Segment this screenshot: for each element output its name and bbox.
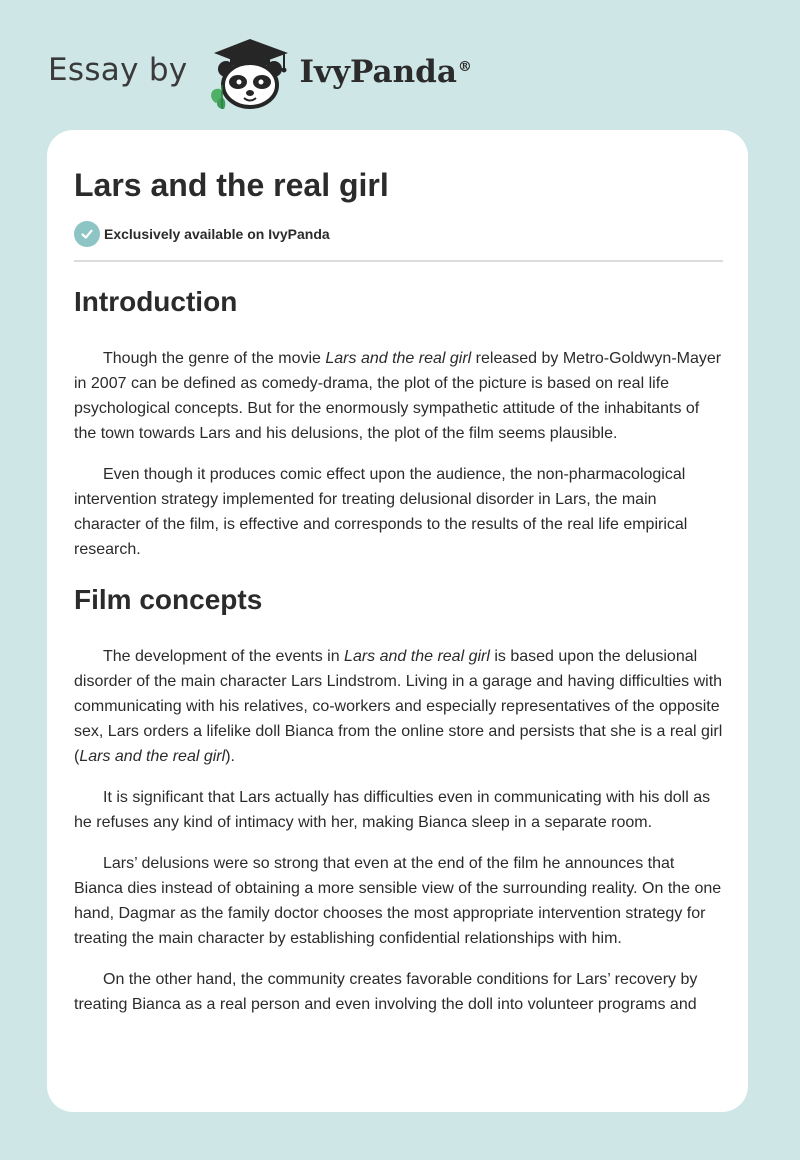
article-body [74,280,723,1033]
brand-name[interactable] [300,54,472,90]
brand-name-text: IvyPanda [299,54,457,90]
film-title: Lars and the real girl [79,748,226,765]
brand-prefix: Essay by [48,52,188,88]
site-header [48,38,472,108]
divider [74,260,723,262]
panda-logo-icon[interactable] [204,37,296,109]
paragraph-text: ). [225,748,235,765]
paragraph [74,346,723,446]
registered-mark: ® [457,58,472,75]
paragraph: Lars’ delusions were so strong that even at the end of the film he announces that Bianca dies instead of obtaining a more sensible view of the surrounding reality. On the one hand, Dagmar as the family doctor chooses the most appropriate intervention strategy for treating the main character by establishing confidential relationships with him. [74,855,722,947]
paragraph [74,644,723,769]
film-title: Lars and the real girl [344,648,490,665]
section-heading-introduction: Introduction [74,286,238,317]
paragraph-text: Though the genre of the movie [103,350,326,367]
paragraph-text: released by Metro-Goldwyn-Mayer in 2007 can be defined as comedy-drama, the plot of the picture is based on real life psychological concepts. But for the enormously sympathetic attitude of the inhabitants of the town towards Lars and his delusions, the plot of the film seems plausible. [74,350,722,442]
paragraph: It is significant that Lars actually has difficulties even in communicating with his doll as he refuses any kind of intimacy with her, making Bianca sleep in a separate room. [74,789,711,831]
film-title: Lars and the real girl [325,350,472,367]
paragraph-text: The development of the events in [103,648,345,665]
paragraph-text: is based upon the delusional disorder of the main character Lars Lindstrom. Living in a garage and having difficulties with communicating with his relatives, co-workers and especially representatives of the opposite sex, Lars orders a lifelike doll Bianca from the online store and persists that she is a real girl ( [74,648,723,765]
article-card [47,130,748,1112]
badge-label: Exclusively available on IvyPanda [104,226,330,242]
page-title: Lars and the real girl [74,167,389,203]
section-heading-film-concepts: Film concepts [74,584,263,615]
paragraph: Even though it produces comic effect upon the audience, the non-pharmacological intervention strategy implemented for treating delusional disorder in Lars, the main character of the film, is effective and corresponds to the results of the real life empirical research. [74,466,688,558]
check-icon [74,221,100,247]
paragraph: On the other hand, the community creates favorable conditions for Lars’ recovery by treating Bianca as a real person and even involving the doll into volunteer programs and [74,971,698,1013]
exclusive-badge [74,221,330,247]
